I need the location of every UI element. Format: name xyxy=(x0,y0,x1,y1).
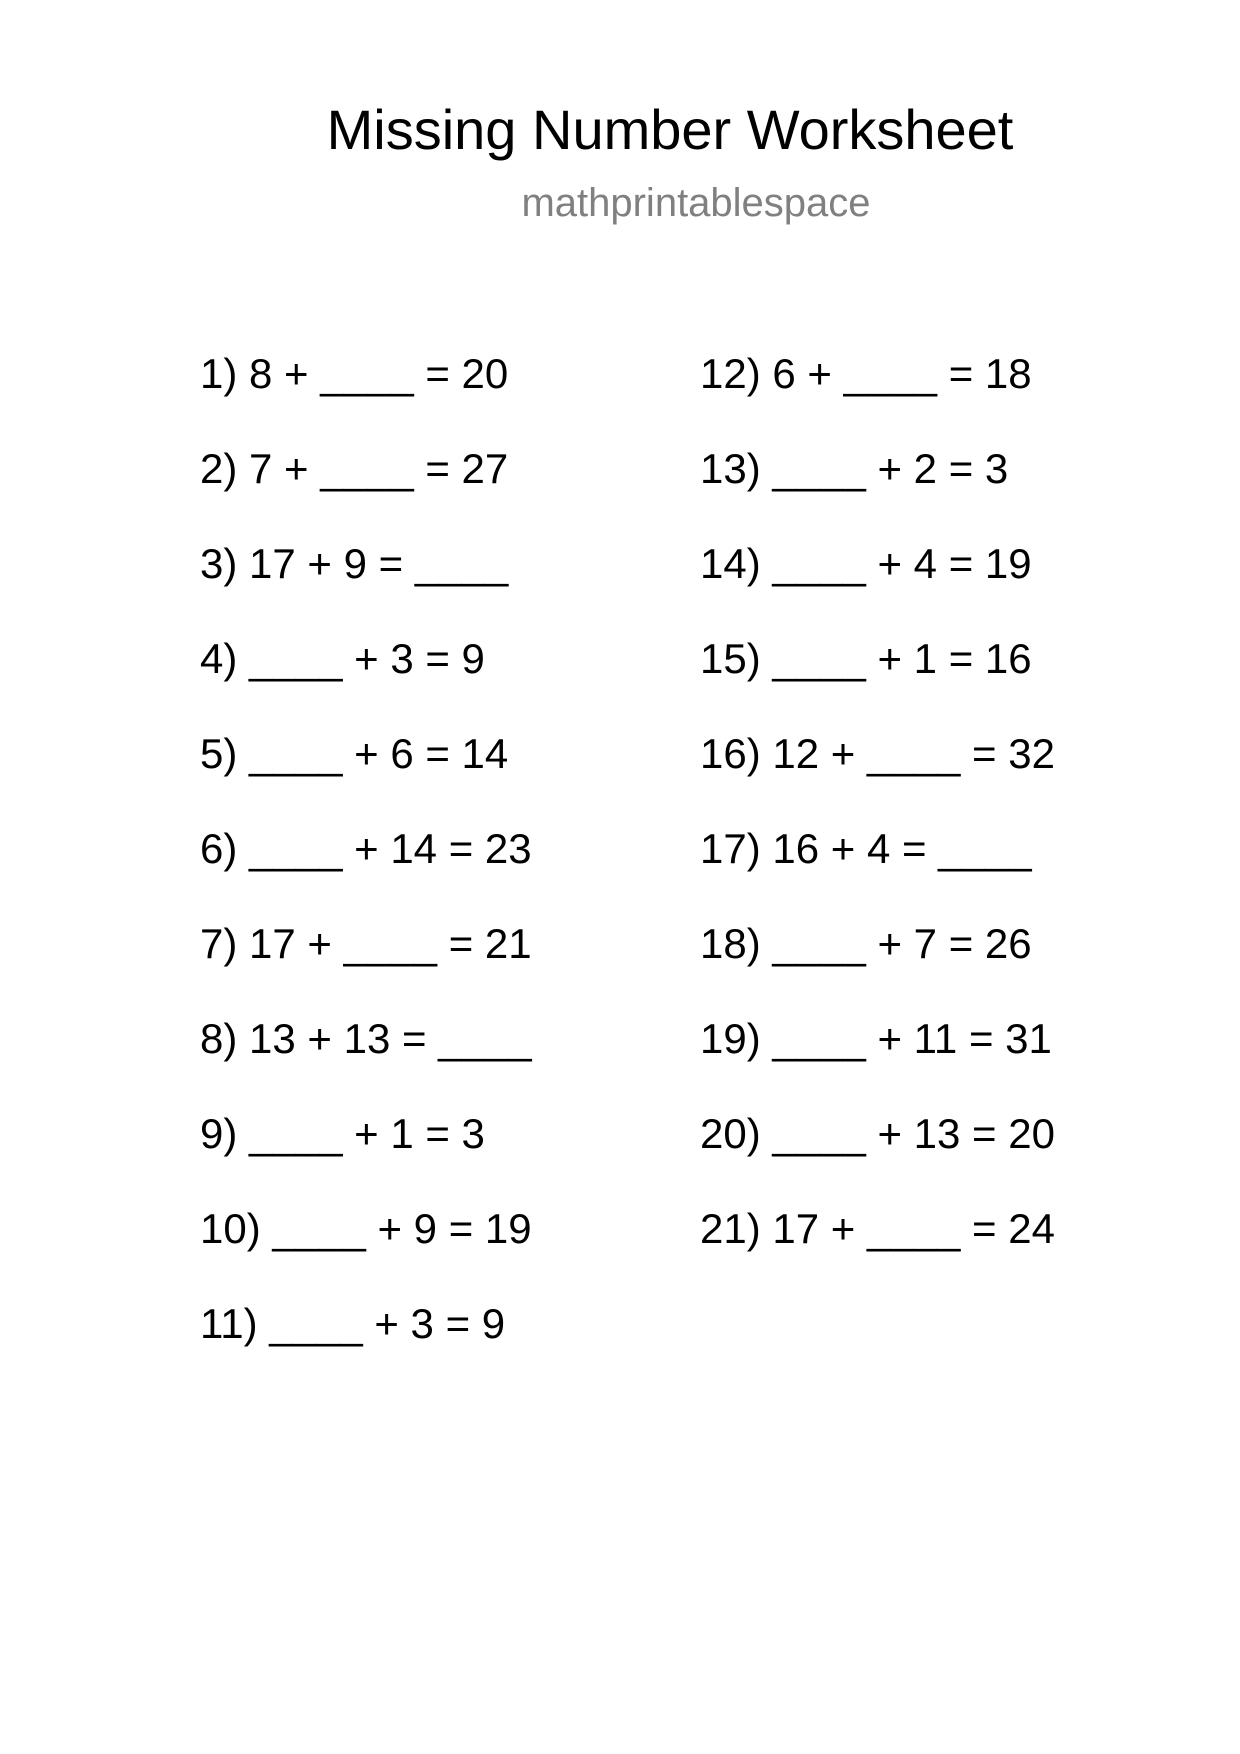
problem-21: 21) 17 + ____ = 24 xyxy=(700,1205,1055,1252)
problem-14: 14) ____ + 4 = 19 xyxy=(700,540,1032,587)
problem-7: 7) 17 + ____ = 21 xyxy=(200,920,532,967)
problem-11: 11) ____ + 3 = 9 xyxy=(200,1300,506,1347)
problem-12: 12) 6 + ____ = 18 xyxy=(700,350,1032,397)
problems-left-column xyxy=(200,350,532,1395)
problems-right-column xyxy=(700,350,1055,1300)
problem-19: 19) ____ + 11 = 31 xyxy=(700,1015,1052,1062)
problem-13: 13) ____ + 2 = 3 xyxy=(700,445,1009,492)
problem-3: 3) 17 + 9 = ____ xyxy=(200,540,509,587)
problem-4: 4) ____ + 3 = 9 xyxy=(200,635,485,682)
problem-9: 9) ____ + 1 = 3 xyxy=(200,1110,485,1157)
worksheet-title: Missing Number Worksheet xyxy=(326,98,1014,161)
problem-15: 15) ____ + 1 = 16 xyxy=(700,635,1032,682)
problem-10: 10) ____ + 9 = 19 xyxy=(200,1205,532,1252)
problem-18: 18) ____ + 7 = 26 xyxy=(700,920,1032,967)
problem-1: 1) 8 + ____ = 20 xyxy=(200,350,509,397)
problem-20: 20) ____ + 13 = 20 xyxy=(700,1110,1055,1157)
problem-16: 16) 12 + ____ = 32 xyxy=(700,730,1055,777)
problem-17: 17) 16 + 4 = ____ xyxy=(700,825,1032,872)
problem-2: 2) 7 + ____ = 27 xyxy=(200,445,509,492)
problem-5: 5) ____ + 6 = 14 xyxy=(200,730,509,777)
problem-8: 8) 13 + 13 = ____ xyxy=(200,1015,532,1062)
worksheet-subtitle: mathprintablespace xyxy=(521,181,871,225)
problem-6: 6) ____ + 14 = 23 xyxy=(200,825,532,872)
